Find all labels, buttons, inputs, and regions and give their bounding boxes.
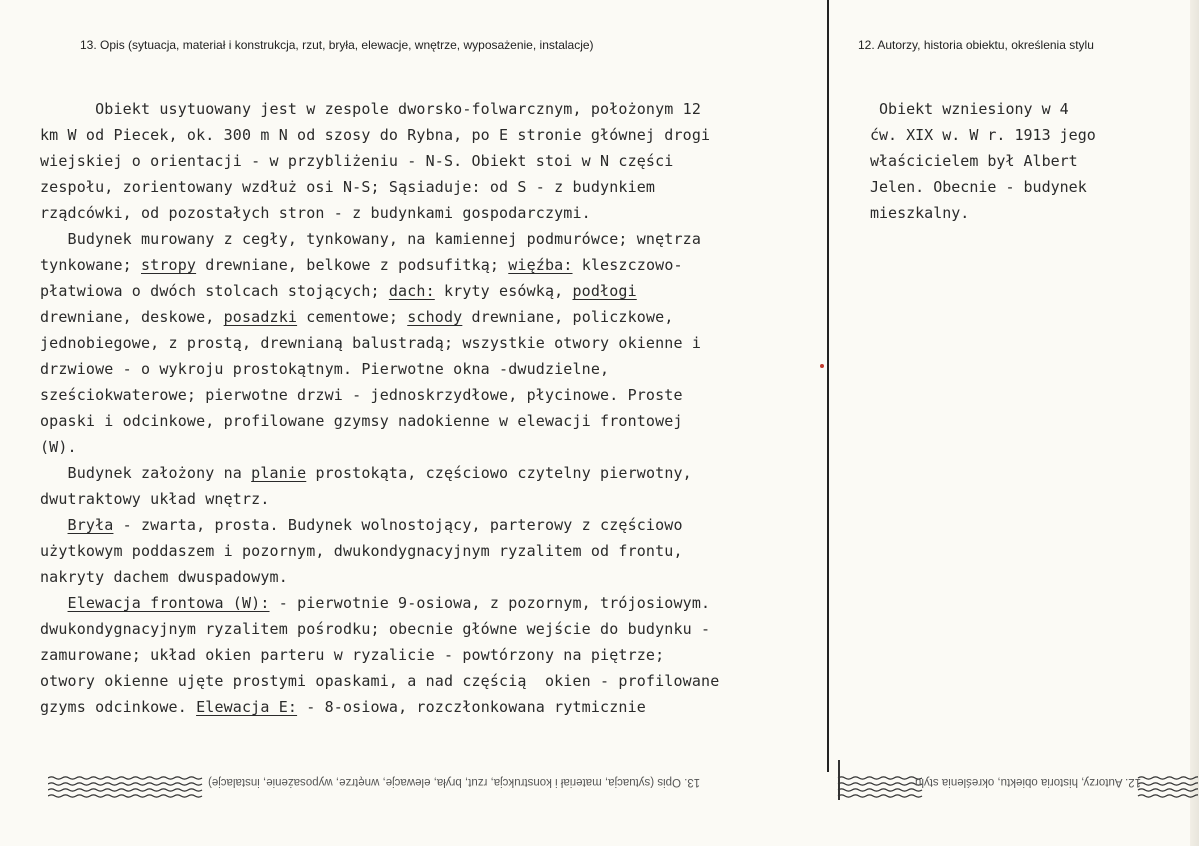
- underlined-term: planie: [251, 464, 307, 482]
- text-segment: gzyms odcinkowe.: [40, 698, 197, 716]
- text-line: [40, 356, 820, 382]
- text-line: [40, 382, 820, 408]
- description-text: [40, 96, 820, 720]
- text-line: [40, 330, 820, 356]
- text-segment: Obiekt usytuowany jest w zespole dworsko-folwarcznym, położonym 12: [40, 100, 702, 118]
- ink-mark: [820, 364, 824, 368]
- text-segment: drzwiowe - o wykroju prostokątnym. Pierwotne okna -dwudzielne,: [40, 360, 610, 378]
- underlined-term: Elewacja E:: [196, 698, 298, 716]
- mirrored-header-13: 13. Opis (sytuacja, materiał i konstrukcja, rzut, bryła, elewacje, wnętrze, wyposażenie, instalacje): [208, 776, 701, 788]
- text-line: [40, 122, 820, 148]
- text-line: [40, 434, 820, 460]
- text-segment: płatwiowa o dwóch stolcach stojących;: [40, 282, 389, 300]
- section-12-header: 12. Autorzy, historia obiektu, określenia stylu: [858, 38, 1094, 52]
- text-line: [40, 590, 820, 616]
- text-segment: Budynek murowany z cegły, tynkowany, na kamiennej podmurówce; wnętrza: [40, 230, 702, 248]
- mirrored-header-12: 12. Autorzy, historia obiektu, określenia stylu: [915, 776, 1142, 788]
- text-segment: (W).: [40, 438, 77, 456]
- text-line: [40, 694, 820, 720]
- text-segment: dwukondygnacyjnym ryzalitem pośrodku; obecnie główne wejście do budynku -: [40, 620, 711, 638]
- text-segment: użytkowym poddaszem i pozornym, dwukondygnacyjnym ryzalitem od frontu,: [40, 542, 683, 560]
- text-line: [40, 460, 820, 486]
- text-segment: drewniane, deskowe,: [40, 308, 224, 326]
- text-segment: opaski i odcinkowe, profilowane gzymsy nadokienne w elewacji frontowej: [40, 412, 683, 430]
- column-divider: [827, 0, 829, 772]
- text-segment: sześciokwaterowe; pierwotne drzwi - jednoskrzydłowe, płycinowe. Proste: [40, 386, 683, 404]
- text-segment: tynkowane;: [40, 256, 141, 274]
- text-line: [40, 668, 820, 694]
- underlined-term: schody: [407, 308, 463, 326]
- text-line: [40, 96, 820, 122]
- text-segment: [40, 594, 68, 612]
- text-segment: wiejskiej o orientacji - w przybliżeniu - N-S. Obiekt stoi w N części: [40, 152, 674, 170]
- text-segment: zamurowane; układ okien parteru w ryzalicie - powtórzony na piętrze;: [40, 646, 665, 664]
- text-line: [40, 200, 820, 226]
- text-segment: drewniane, policzkowe,: [462, 308, 674, 326]
- underlined-term: Bryła: [67, 516, 114, 534]
- text-segment: otwory okienne ujęte prostymi opaskami, a nad częścią okien - profilowane: [40, 672, 720, 690]
- history-text: [870, 96, 1170, 226]
- text-line: [40, 148, 820, 174]
- underlined-term: stropy: [141, 256, 197, 274]
- underlined-term: więźba:: [508, 256, 573, 274]
- text-segment: [40, 516, 68, 534]
- text-segment: km W od Piecek, ok. 300 m N od szosy do Rybna, po E stronie głównej drogi: [40, 126, 711, 144]
- text-line: ćw. XIX w. W r. 1913 jego: [870, 126, 1096, 144]
- text-line: [40, 538, 820, 564]
- text-segment: drewniane, belkowe z podsufitką;: [196, 256, 509, 274]
- text-line: mieszkalny.: [870, 204, 970, 222]
- text-segment: - zwarta, prosta. Budynek wolnostojący, parterowy z częściowo: [113, 516, 683, 534]
- text-segment: rządcówki, od pozostałych stron - z budynkami gospodarczymi.: [40, 204, 591, 222]
- text-segment: prostokąta, częściowo czytelny pierwotny,: [306, 464, 692, 482]
- text-line: Obiekt wzniesiony w 4: [870, 100, 1069, 118]
- section-13-header: 13. Opis (sytuacja, materiał i konstrukcja, rzut, bryła, elewacje, wnętrze, wyposażenie, instalacje): [80, 38, 594, 52]
- text-segment: zespołu, zorientowany wzdłuż osi N-S; Sąsiaduje: od S - z budynkiem: [40, 178, 656, 196]
- text-segment: jednobiegowe, z prostą, drewnianą balustradą; wszystkie otwory okienne i: [40, 334, 702, 352]
- text-line: [40, 252, 820, 278]
- text-segment: dwutraktowy układ wnętrz.: [40, 490, 270, 508]
- text-line: [40, 278, 820, 304]
- text-segment: Budynek założony na: [40, 464, 252, 482]
- text-line: [40, 642, 820, 668]
- text-line: [40, 174, 820, 200]
- text-segment: cementowe;: [297, 308, 408, 326]
- text-line: [40, 408, 820, 434]
- text-line: [40, 486, 820, 512]
- text-segment: nakryty dachem dwuspadowym.: [40, 568, 288, 586]
- text-segment: - 8-osiowa, rozczłonkowana rytmicznie: [297, 698, 646, 716]
- text-line: [40, 616, 820, 642]
- text-line: [40, 512, 820, 538]
- text-line: właścicielem był Albert: [870, 152, 1078, 170]
- underlined-term: dach:: [388, 282, 435, 300]
- text-segment: kleszczowo-: [572, 256, 683, 274]
- paper-edge: [1190, 0, 1199, 846]
- text-segment: kryty esówką,: [434, 282, 573, 300]
- text-line: [40, 564, 820, 590]
- text-line: [40, 304, 820, 330]
- text-line: [40, 226, 820, 252]
- underlined-term: Elewacja frontowa (W):: [67, 594, 270, 612]
- underlined-term: podłogi: [572, 282, 637, 300]
- text-segment: - pierwotnie 9-osiowa, z pozornym, trójosiowym.: [269, 594, 711, 612]
- underlined-term: posadzki: [223, 308, 298, 326]
- text-line: Jelen. Obecnie - budynek: [870, 178, 1087, 196]
